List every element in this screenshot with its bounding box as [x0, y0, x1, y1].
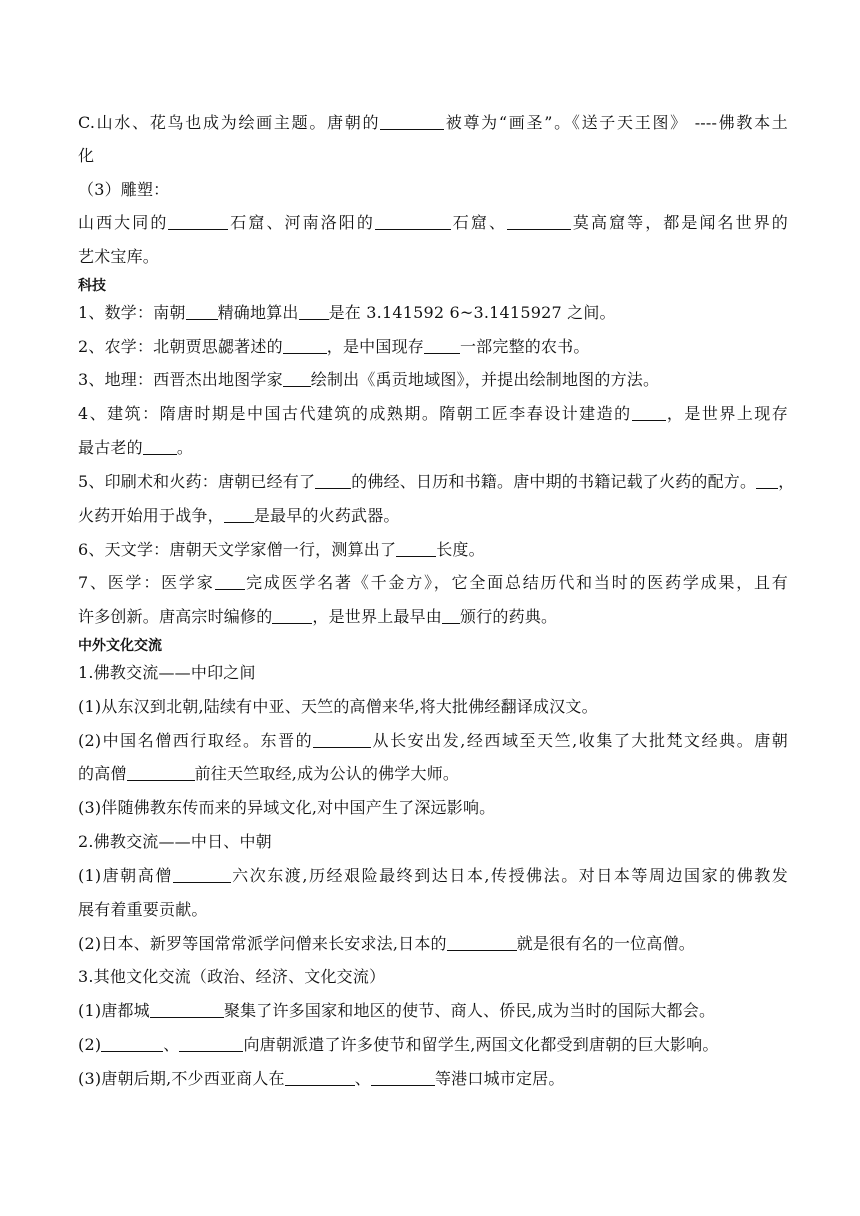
exchange-s2-title: 2.佛教交流——中日、中朝 [78, 832, 272, 851]
exchange-s1-p1: (1)从东汉到北朝,陆续有中亚、天竺的高僧来华,将大批佛经翻译成汉文。 [78, 697, 598, 716]
exchange-s3-p2: (2) 、 向唐朝派遣了许多使节和留学生,两国文化都受到唐朝的巨大影响。 [78, 1035, 719, 1054]
fill-blank[interactable] [101, 1035, 163, 1052]
painting-line-1: C.山水、花鸟也成为绘画主题。唐朝的 被尊为“画圣”。《送子天王图》 ----佛教本土 [78, 113, 788, 132]
fill-blank[interactable] [150, 1001, 224, 1018]
fill-blank[interactable] [315, 472, 351, 489]
section-heading-tech: 科技 [78, 278, 106, 294]
fill-blank[interactable] [299, 303, 329, 320]
fill-blank[interactable] [447, 934, 517, 951]
fill-blank[interactable] [424, 337, 460, 354]
tech-architecture-1: 4、建筑：隋唐时期是中国古代建筑的成熟期。隋朝工匠李春设计建造的 ，是世界上现存 [78, 404, 788, 423]
sculpture-line-1: 山西大同的 石窟、河南洛阳的 石窟、 莫高窟等，都是闻名世界的 [78, 213, 788, 232]
fill-blank[interactable] [283, 370, 311, 387]
sculpture-title: （3）雕塑： [78, 180, 170, 199]
tech-astronomy: 6、天文学：唐朝天文学家僧一行，测算出了 长度。 [78, 540, 485, 559]
fill-blank[interactable] [396, 540, 436, 557]
painting-line-2: 化 [78, 146, 95, 165]
tech-medicine-1: 7、医学：医学家 完成医学名著《千金方》，它全面总结历代和当时的医药学成果，且有 [78, 573, 789, 592]
fill-blank[interactable] [507, 213, 571, 230]
fill-blank[interactable] [375, 213, 451, 230]
fill-blank[interactable] [632, 404, 666, 421]
exchange-s1-p2-line1: (2)中国名僧西行取经。东晋的 从长安出发,经西域至天竺,收集了大批梵文经典。唐朝 [78, 731, 788, 750]
fill-blank[interactable] [173, 866, 231, 883]
exchange-s3-p3: (3)唐朝后期,不少西亚商人在 、 等港口城市定居。 [78, 1069, 565, 1088]
tech-printing-1: 5、印刷术和火药：唐朝已经有了 的佛经、日历和书籍。唐中期的书籍记载了火药的配方。 ， [78, 472, 795, 491]
fill-blank[interactable] [143, 438, 177, 455]
section-heading-exchange: 中外文化交流 [78, 638, 162, 654]
sculpture-line-2: 艺术宝库。 [78, 247, 160, 266]
fill-blank[interactable] [179, 1035, 243, 1052]
fill-blank[interactable] [371, 1069, 435, 1086]
fill-blank[interactable] [127, 764, 195, 781]
exchange-s2-p1-line2: 展有着重要贡献。 [78, 900, 208, 919]
tech-agriculture: 2、农学：北朝贾思勰著述的 ，是中国现存 一部完整的农书。 [78, 337, 590, 356]
fill-blank[interactable] [272, 607, 312, 624]
fill-blank[interactable] [285, 1069, 355, 1086]
exchange-s2-p1-line1: (1)唐朝高僧 六次东渡,历经艰险最终到达日本,传授佛法。对日本等周边国家的佛教发 [78, 866, 788, 885]
exchange-s1-p3: (3)伴随佛教东传而来的异域文化,对中国产生了深远影响。 [78, 798, 496, 817]
exchange-s3-p1: (1)唐都城 聚集了许多国家和地区的使节、商人、侨民,成为当时的国际大都会。 [78, 1001, 716, 1020]
fill-blank[interactable] [313, 731, 371, 748]
fill-blank[interactable] [756, 472, 778, 489]
fill-blank[interactable] [283, 337, 327, 354]
fill-blank[interactable] [380, 113, 444, 130]
tech-architecture-2: 最古老的 。 [78, 438, 194, 457]
fill-blank[interactable] [186, 303, 218, 320]
exchange-s1-title: 1.佛教交流——中印之间 [78, 663, 256, 682]
fill-blank[interactable] [168, 213, 228, 230]
tech-math: 1、数学：南朝 精确地算出 是在 3.141592 6~3.1415927 之间。 [78, 303, 616, 322]
exchange-s1-p2-line2: 的高僧 前往天竺取经,成为公认的佛学大师。 [78, 764, 460, 783]
tech-geography: 3、地理：西晋杰出地图学家 绘制出《禹贡地域图》，并提出绘制地图的方法。 [78, 370, 660, 389]
fill-blank[interactable] [442, 607, 460, 624]
exchange-s2-p2: (2)日本、新罗等国常常派学问僧来长安求法,日本的 就是很有名的一位高僧。 [78, 934, 695, 953]
fill-blank[interactable] [224, 506, 254, 523]
tech-printing-2: 火药开始用于战争， 是最早的火药武器。 [78, 506, 400, 525]
exchange-s3-title: 3.其他文化交流（政治、经济、文化交流） [78, 967, 386, 986]
fill-blank[interactable] [215, 573, 245, 590]
tech-medicine-2: 许多创新。唐高宗时编修的 ，是世界上最早由 颁行的药典。 [78, 607, 558, 626]
